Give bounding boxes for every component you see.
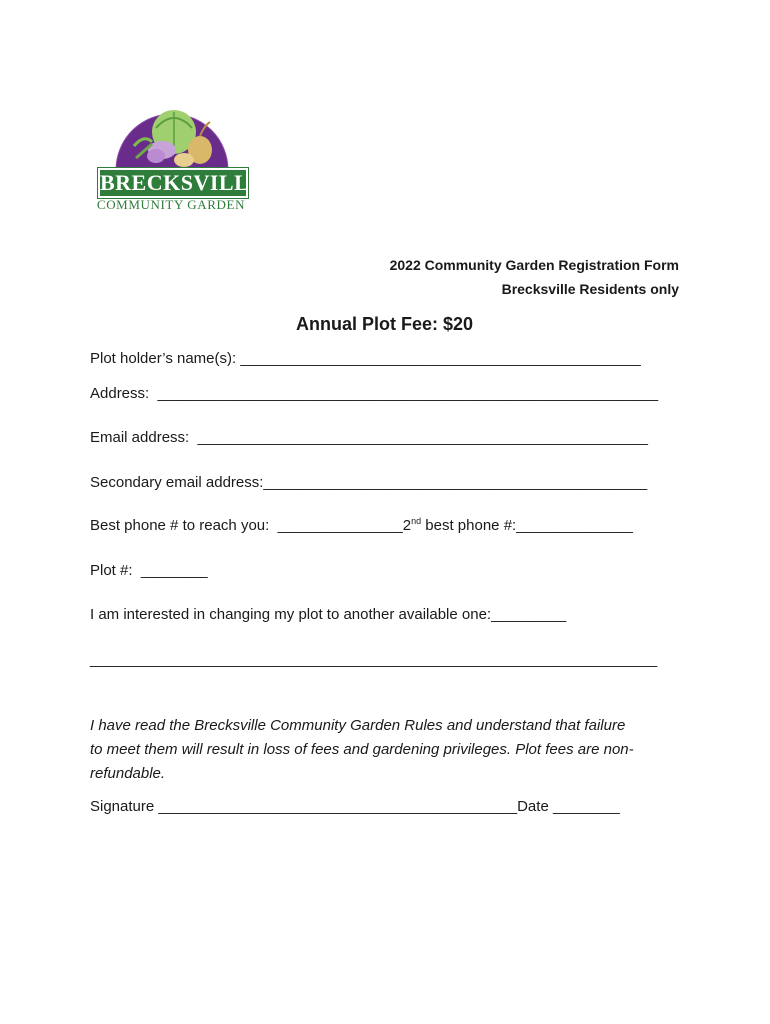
statement-line-3: refundable. <box>90 765 166 782</box>
plot-number-field[interactable]: Plot #: ________ <box>90 562 208 579</box>
ordinal-suffix: nd <box>411 516 422 526</box>
change-plot-field[interactable]: I am interested in changing my plot to another available one:_________ <box>90 606 567 623</box>
logo-subtitle: COMMUNITY GARDEN <box>96 197 246 212</box>
phone-field[interactable] <box>90 517 633 535</box>
agreement-statement <box>90 714 682 786</box>
statement-line-1: I have read the Brecksville Community Garden Rules and understand that failure <box>90 717 626 734</box>
secondary-email-field[interactable]: Secondary email address:______________________________________________ <box>90 474 648 491</box>
additional-line-field[interactable]: ____________________________________________________________________ <box>90 651 658 668</box>
statement-line-2: to meet them will result in loss of fees and gardening privileges. Plot fees are non- <box>90 741 634 758</box>
residency-note: Brecksville Residents only <box>501 281 679 297</box>
form-title: 2022 Community Garden Registration Form <box>389 257 679 273</box>
plot-holder-field[interactable]: Plot holder’s name(s): ________________________________________________ <box>90 350 641 367</box>
email-field[interactable]: Email address: ______________________________________________________ <box>90 429 649 446</box>
second-phone-label: best phone #:______________ <box>421 517 633 534</box>
plot-fee: Annual Plot Fee: $20 <box>296 314 474 334</box>
vegetable-logo-icon <box>96 98 248 178</box>
signature-date-field[interactable]: Signature ___________________________________________Date ________ <box>90 798 620 815</box>
phone-label: Best phone # to reach you: _______________2 <box>90 517 412 534</box>
address-field[interactable]: Address: ____________________________________________________________ <box>90 385 659 402</box>
logo-title: BRECKSVILLE <box>98 168 248 198</box>
garden-logo <box>96 98 265 214</box>
